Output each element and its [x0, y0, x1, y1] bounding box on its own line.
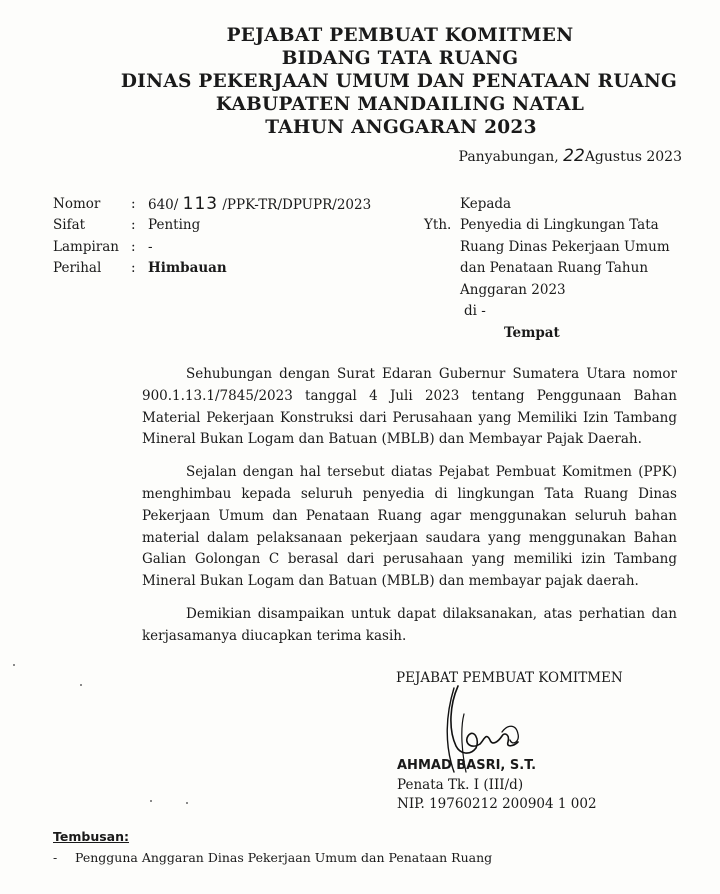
tembusan-title: Tembusan: [53, 829, 129, 844]
recipient-tempat: Tempat [504, 324, 560, 341]
letterhead [0, 24, 720, 139]
signer-name: AHMAD BASRI, S.T. [397, 758, 537, 773]
meta-lampiran-label: Lampiran [53, 238, 119, 255]
date-month-year: Agustus 2023 [584, 149, 682, 165]
body-paragraph-2: Sejalan dengan hal tersebut diatas Pejabat Pembuat Komitmen (PPK) menghimbau kepada seluruh penyedia di lingkungan Tata Ruang Dinas Pekerjaan Umum dan Penataan Ruang agar menggunakan seluruh bahan material dalam pelaksanaan pekerjaan saudara yang menggunakan Bahan Galian Golongan C berasal dari perusahaan yang memiliki izin Tambang Mineral Bukan Logam dan Batuan (MBLB) dan membayar pajak daerah. [142, 464, 677, 590]
nomor-handwritten: 113 [182, 193, 219, 214]
meta-nomor-colon: : [131, 195, 136, 212]
recipient-line-3: dan Penataan Ruang Tahun [460, 260, 649, 277]
recipient-line-1-text: Penyedia di Lingkungan Tata [460, 217, 659, 234]
recipient-di: di - [464, 303, 486, 320]
meta-lampiran-colon: : [131, 238, 136, 255]
recipient-kepada: Kepada [460, 195, 512, 212]
letter-body [142, 364, 677, 659]
header-line-5: TAHUN ANGGARAN 2023 [265, 117, 537, 138]
recipient-block [424, 193, 670, 344]
signer-rank: Penata Tk. I (III/d) [397, 777, 524, 793]
meta-nomor-label: Nomor [53, 195, 101, 212]
recipient-line-2: Ruang Dinas Pekerjaan Umum [460, 238, 670, 255]
meta-lampiran-value: - [148, 238, 153, 255]
recipient-yth: Yth. [424, 217, 452, 234]
meta-perihal [53, 258, 371, 280]
header-line-2: BIDANG TATA RUANG [281, 48, 519, 69]
meta-sifat-value: Penting [148, 217, 201, 234]
meta-sifat [53, 215, 371, 237]
body-paragraph-3: Demikian disampaikan untuk dapat dilaksanakan, atas perhatian dan kerjasamanya diucapkan terima kasih. [142, 605, 677, 644]
tembusan-item-dash: - [53, 850, 58, 865]
meta-perihal-label: Perihal [53, 260, 102, 277]
tembusan-item [53, 850, 492, 865]
recipient-line-4: Anggaran 2023 [460, 281, 566, 298]
header-line-1: PEJABAT PEMBUAT KOMITMEN [226, 25, 574, 46]
tembusan-block [53, 829, 492, 865]
scan-speck [150, 800, 152, 802]
meta-sifat-colon: : [131, 217, 136, 234]
letter-date [459, 146, 682, 166]
meta-sifat-label: Sifat [53, 217, 86, 234]
scan-speck [186, 802, 188, 804]
letter-meta [53, 193, 371, 279]
meta-nomor-value [148, 194, 371, 214]
meta-perihal-value: Himbauan [148, 260, 227, 277]
signature-block [396, 668, 623, 812]
nomor-prefix: 640/ [148, 196, 179, 213]
meta-nomor [53, 193, 371, 215]
signature-title: PEJABAT PEMBUAT KOMITMEN [396, 670, 623, 686]
meta-lampiran [53, 236, 371, 258]
meta-perihal-colon: : [131, 260, 136, 277]
recipient-line-1 [424, 215, 670, 237]
date-day-handwritten: 22 [563, 146, 585, 166]
header-line-4: KABUPATEN MANDAILING NATAL [215, 94, 585, 115]
date-place: Panyabungan, [458, 149, 559, 165]
header-line-3: DINAS PEKERJAAN UMUM DAN PENATAAN RUANG [120, 71, 678, 92]
nomor-suffix: /PPK-TR/DPUPR/2023 [222, 196, 372, 213]
body-paragraph-1: Sehubungan dengan Surat Edaran Gubernur Sumatera Utara nomor 900.1.13.1/7845/2023 tanggal 4 Juli 2023 tentang Penggunaan Bahan Material Pekerjaan Konstruksi dari Perusahaan yang Memiliki Izin Tambang Mineral Bukan Logam dan Batuan (MBLB) dan Membayar Pajak Daerah. [142, 366, 677, 448]
scan-speck [13, 664, 15, 666]
scan-speck [80, 684, 82, 686]
tembusan-item-text: Pengguna Anggaran Dinas Pekerjaan Umum dan Penataan Ruang [75, 850, 493, 865]
signer-nip: NIP. 19760212 200904 1 002 [397, 796, 597, 812]
